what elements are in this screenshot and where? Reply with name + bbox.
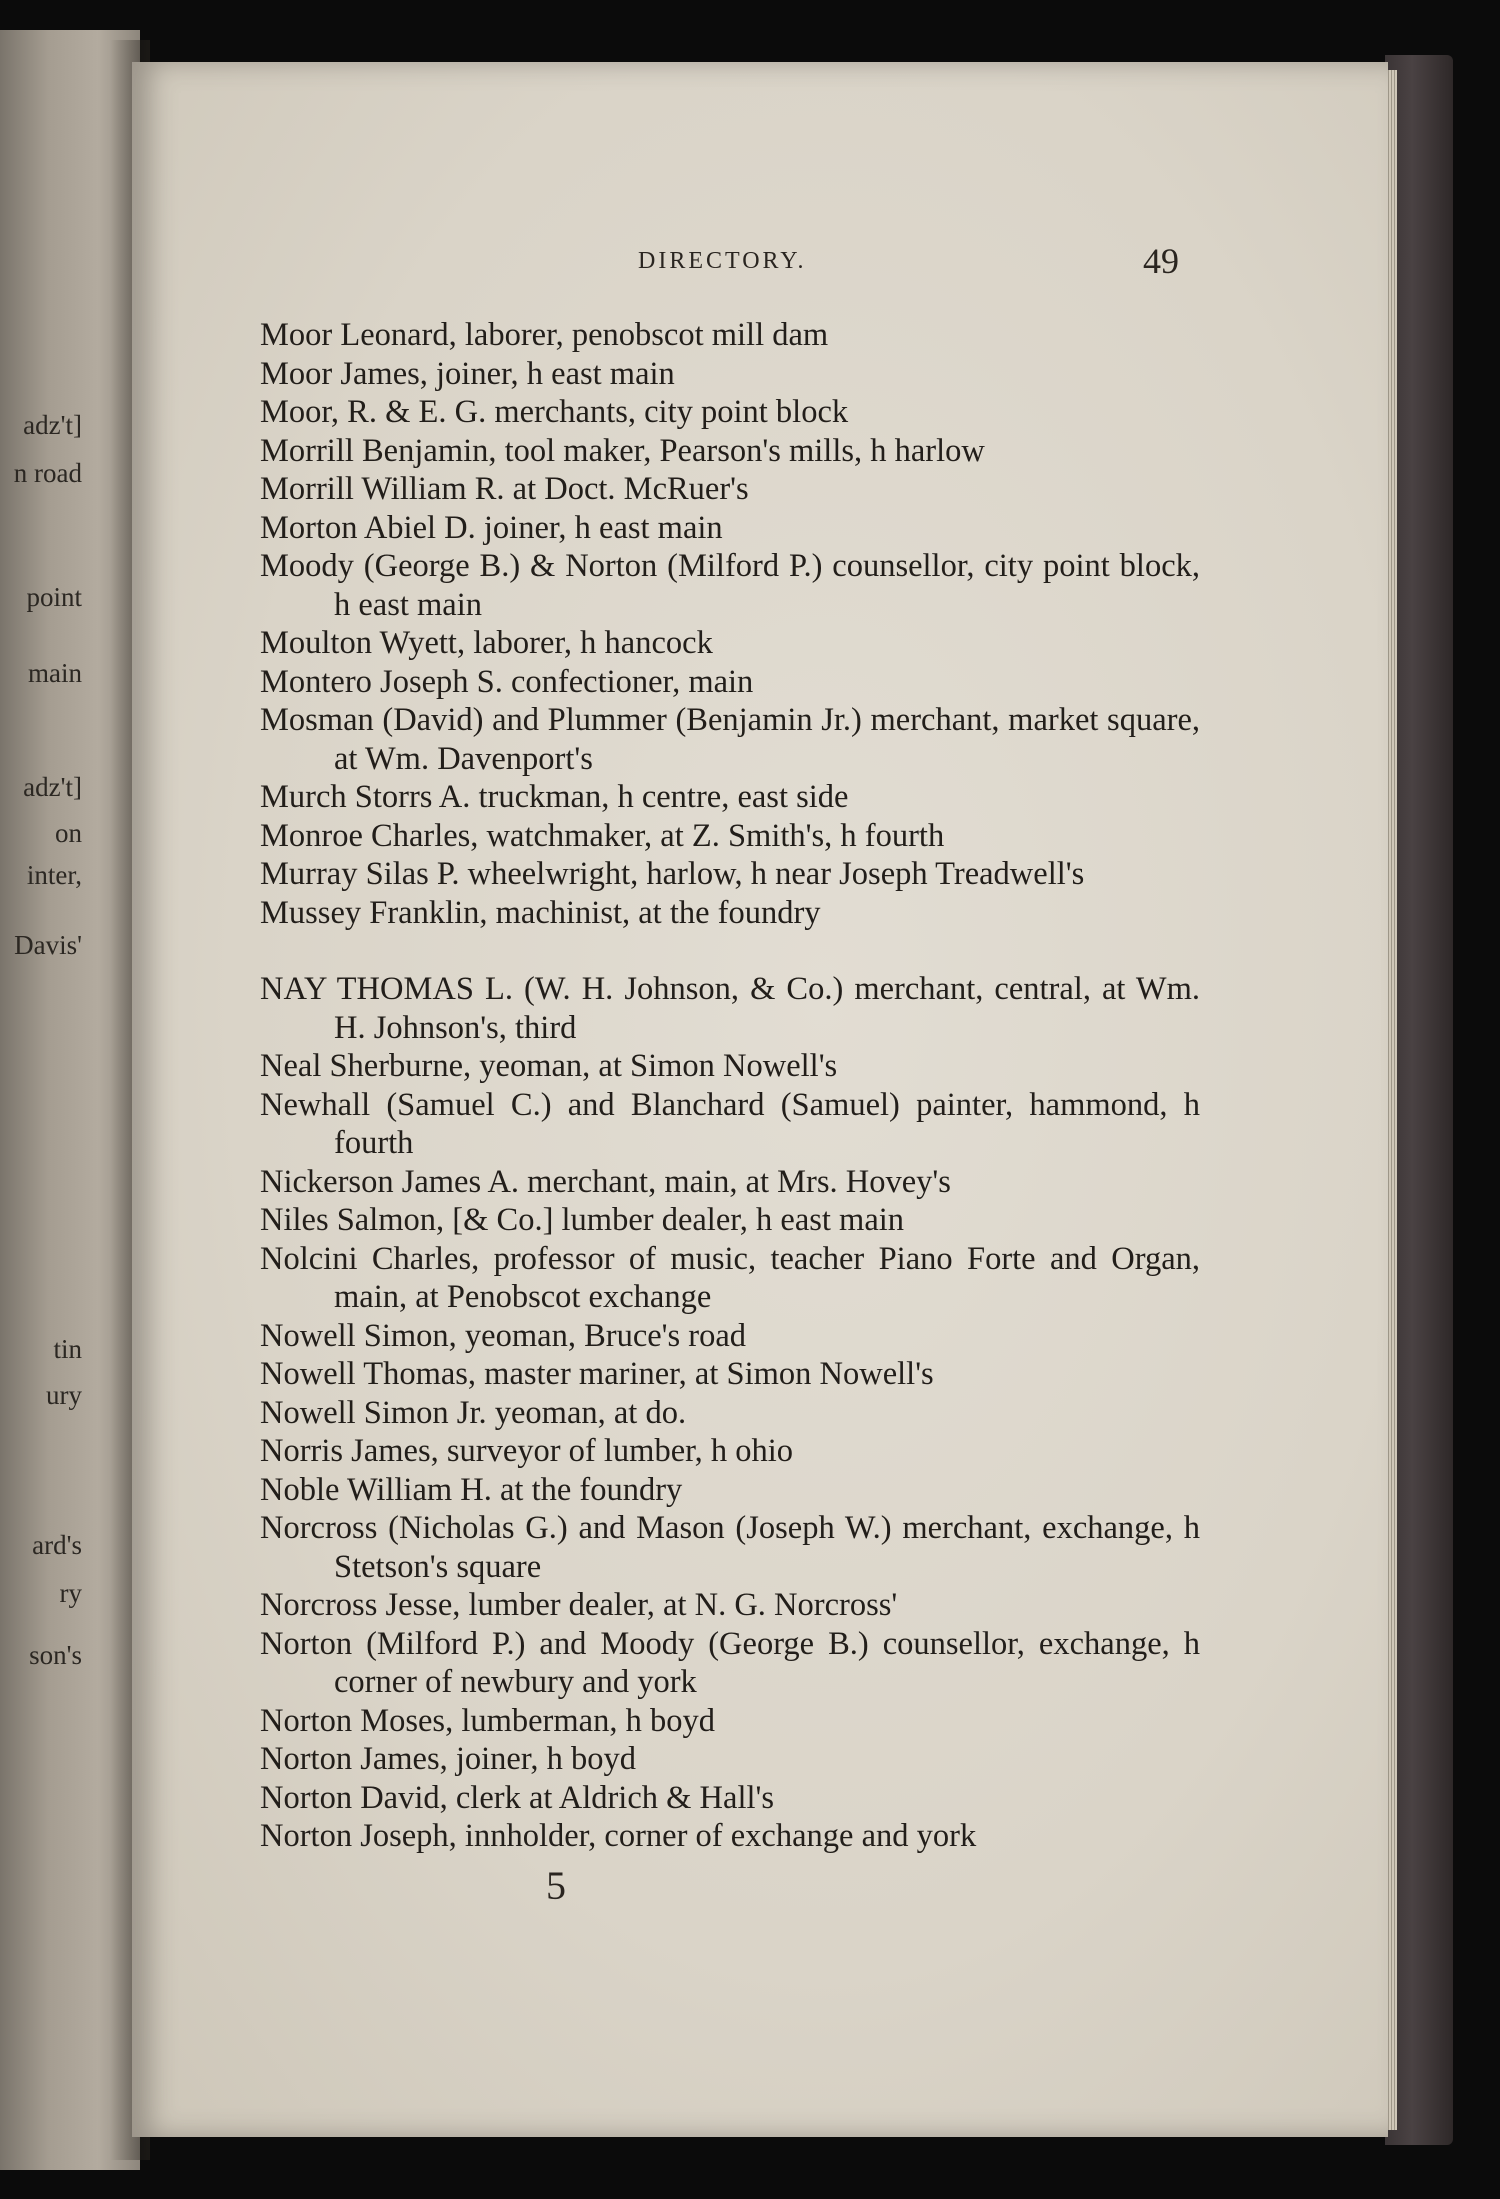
directory-entry: Nowell Simon Jr. yeoman, at do. (260, 1394, 687, 1431)
left-page-fragment: ard's (32, 1530, 82, 1560)
directory-entries (260, 316, 1200, 1856)
directory-entry: Moulton Wyett, laborer, h hancock (260, 625, 713, 661)
directory-entry: Moody (George B.) & Norton (Milford P.) counsellor, city point block, h east main (260, 548, 1200, 623)
left-page-fragment: adz't] (23, 772, 82, 802)
directory-entry: Moor James, joiner, h east main (260, 355, 675, 392)
directory-entry: Norcross (Nicholas G.) and Mason (Joseph W.) merchant, exchange, h Stetson's square (260, 1510, 1200, 1585)
left-page-fragment: n road (13, 458, 82, 488)
left-page-fragment: Davis' (14, 930, 82, 960)
directory-entry: Nowell Thomas, master mariner, at Simon Nowell's (260, 1356, 934, 1392)
directory-entry: Norton Joseph, innholder, corner of exchange and york (260, 1818, 977, 1854)
directory-entry: Nickerson James A. merchant, main, at Mrs. Hovey's (260, 1163, 951, 1200)
running-head: DIRECTORY. (638, 248, 807, 274)
directory-entry: Moor Leonard, laborer, penobscot mill dam (260, 317, 829, 353)
directory-entry: Nolcini Charles, professor of music, teacher Piano Forte and Organ, main, at Penobscot exchange (260, 1240, 1200, 1315)
page-number: 49 (1143, 241, 1179, 281)
left-page-fragment: ury (46, 1380, 82, 1410)
directory-entry: Niles Salmon, [& Co.] lumber dealer, h east main (260, 1202, 905, 1238)
directory-entry: Montero Joseph S. confectioner, main (260, 663, 754, 700)
directory-entry: Morrill Benjamin, tool maker, Pearson's mills, h harlow (260, 432, 985, 469)
directory-entry: Norton (Milford P.) and Moody (George B.) counsellor, exchange, h corner of newbury and york (260, 1625, 1200, 1700)
left-page-fragment: ry (59, 1578, 82, 1608)
left-page-fragment: son's (29, 1640, 82, 1670)
left-page-fragment: inter, (26, 860, 82, 890)
directory-entry: Newhall (Samuel C.) and Blanchard (Samuel) painter, hammond, h fourth (260, 1086, 1200, 1161)
left-page-fragment: tin (53, 1334, 82, 1364)
directory-entry: Morton Abiel D. joiner, h east main (260, 509, 723, 546)
directory-entry: Monroe Charles, watchmaker, at Z. Smith's, h fourth (260, 817, 945, 854)
directory-entry: Morrill William R. at Doct. McRuer's (260, 471, 749, 507)
left-page-fragment: adz't] (23, 410, 82, 440)
directory-entry: Noble William H. at the foundry (260, 1471, 683, 1508)
directory-entry: Norton David, clerk at Aldrich & Hall's (260, 1779, 775, 1816)
directory-entry: Mussey Franklin, machinist, at the foundry (260, 894, 821, 931)
directory-entry: Norton James, joiner, h boyd (260, 1741, 637, 1777)
directory-entry: Murray Silas P. wheelwright, harlow, h near Joseph Treadwell's (260, 856, 1085, 892)
directory-entry: Murch Storrs A. truckman, h centre, east side (260, 779, 849, 815)
left-page-fragment: on (55, 818, 82, 848)
left-page-fragment: point (26, 582, 82, 612)
left-page-fragment: main (28, 658, 82, 688)
signature-mark: 5 (546, 1863, 566, 1908)
directory-entry: Neal Sherburne, yeoman, at Simon Nowell's (260, 1048, 838, 1084)
directory-entry: Norris James, surveyor of lumber, h ohio (260, 1433, 794, 1469)
directory-entry: Mosman (David) and Plummer (Benjamin Jr.) merchant, market square, at Wm. Davenport's (260, 702, 1200, 777)
directory-entry: Norcross Jesse, lumber dealer, at N. G. Norcross' (260, 1587, 898, 1623)
directory-entry: Moor, R. & E. G. merchants, city point block (260, 394, 849, 430)
directory-entry: Nowell Simon, yeoman, Bruce's road (260, 1317, 747, 1354)
directory-entry: Norton Moses, lumberman, h boyd (260, 1702, 715, 1739)
directory-entry: NAY THOMAS L. (W. H. Johnson, & Co.) merchant, central, at Wm. H. Johnson's, third (260, 971, 1200, 1046)
